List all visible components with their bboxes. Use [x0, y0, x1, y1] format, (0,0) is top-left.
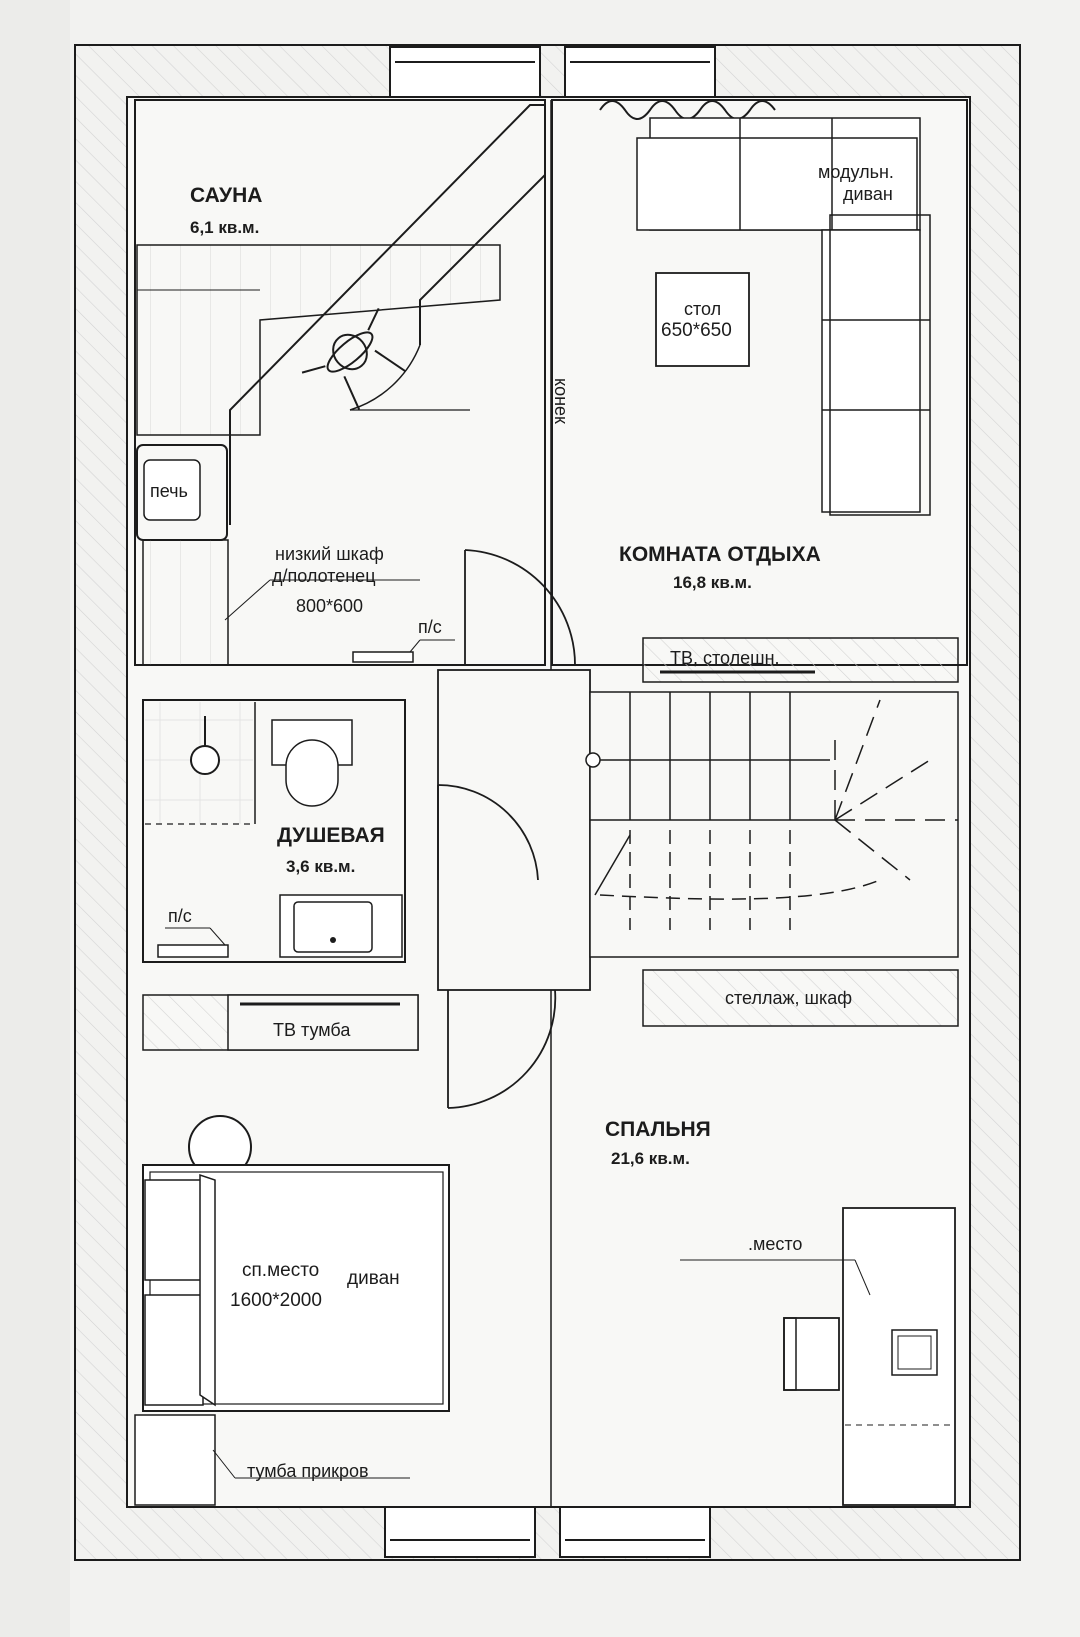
bedside-table: [135, 1415, 215, 1505]
sauna-name: САУНА: [190, 184, 263, 207]
towel-cabinet-size: 800*600: [296, 596, 364, 616]
bed-label: сп.место: [242, 1260, 320, 1281]
toilet: [286, 740, 338, 806]
ridge-label: конек: [551, 378, 571, 424]
tv-stand: [143, 995, 418, 1050]
towel-cabinet-label-2: д/полотенец: [272, 566, 376, 586]
lounge-name: КОМНАТА ОТДЫХА: [619, 543, 821, 566]
modular-sofa-label-1: модульн.: [818, 162, 894, 182]
bed-size: 1600*2000: [230, 1290, 322, 1311]
table-label: стол: [684, 299, 722, 319]
bedroom-name: СПАЛЬНЯ: [605, 1118, 711, 1141]
sink: [294, 902, 372, 952]
chair: [784, 1318, 839, 1390]
table-size: 650*650: [661, 320, 732, 341]
modular-sofa-label-2: диван: [843, 184, 893, 204]
ps-top-label: п/с: [418, 617, 442, 637]
laptop: [892, 1330, 937, 1375]
ps-shower-label: п/с: [168, 906, 192, 926]
towel-cabinet-label-1: низкий шкаф: [275, 544, 384, 564]
shower-name: ДУШЕВАЯ: [277, 824, 385, 847]
tv-countertop: [643, 638, 958, 682]
tv-stand-label: ТВ тумба: [273, 1020, 351, 1040]
lounge-room: [552, 100, 967, 665]
bedside-label: тумба прикров: [247, 1461, 369, 1481]
sofa-label: диван: [347, 1268, 400, 1289]
stove-label: печь: [150, 481, 188, 501]
bedroom-area: 21,6 кв.м.: [611, 1149, 690, 1168]
shelving-label: стеллаж, шкаф: [725, 988, 853, 1008]
shower-area: 3,6 кв.м.: [286, 857, 356, 876]
lounge-area: 16,8 кв.м.: [673, 573, 752, 592]
shelving-cabinet: [643, 970, 958, 1026]
workplace-label: .место: [748, 1234, 803, 1254]
tv-countertop-label: ТВ, столешн.: [670, 648, 780, 668]
staircase: [586, 692, 958, 957]
stove: [137, 445, 227, 540]
sauna-area: 6,1 кв.м.: [190, 218, 260, 237]
shower-head: [191, 746, 219, 774]
